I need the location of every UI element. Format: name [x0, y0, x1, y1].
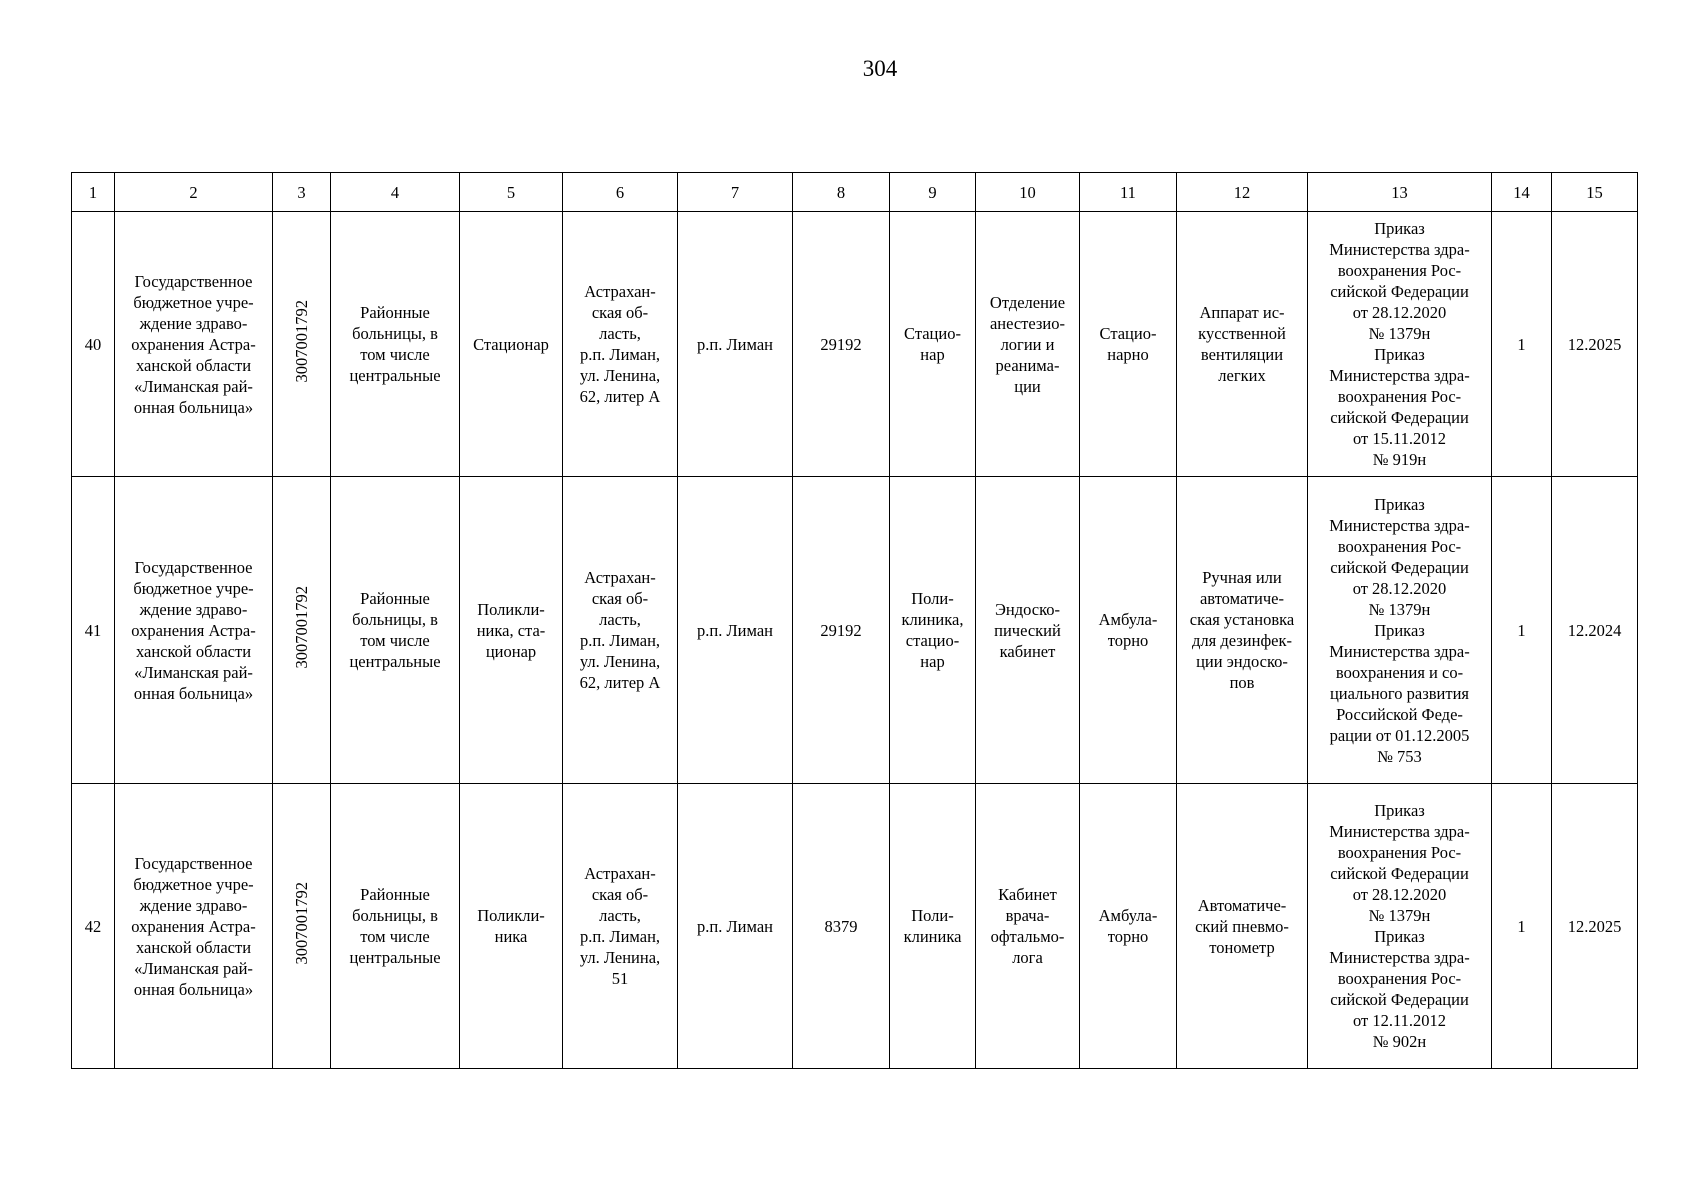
- department: Отделение анестезио- логии и реанима- ции: [976, 212, 1080, 477]
- column-header: 10: [976, 173, 1080, 212]
- organization-type: Районные больницы, в том числе центральные: [331, 477, 460, 784]
- population: 29192: [793, 212, 890, 477]
- inn-cell: [273, 477, 331, 784]
- column-header: 13: [1308, 173, 1492, 212]
- row-number: 40: [72, 212, 115, 477]
- row-number: 42: [72, 784, 115, 1069]
- equipment-name: Ручная или автоматиче- ская установка для дезинфек- ции эндоско- пов: [1177, 477, 1308, 784]
- unit-type: Поликли- ника: [460, 784, 563, 1069]
- unit-type: Поликли- ника, ста- ционар: [460, 477, 563, 784]
- inn-value: 3007001792: [292, 586, 311, 669]
- equipment-name: Автоматиче- ский пневмо- тонометр: [1177, 784, 1308, 1069]
- column-header: 6: [563, 173, 678, 212]
- column-header: 2: [115, 173, 273, 212]
- locality: р.п. Лиман: [678, 784, 793, 1069]
- due-date: 12.2025: [1552, 212, 1638, 477]
- organization-name: Государственное бюджетное учре- ждение здраво- охранения Астра- ханской области «Лиманская рай- онная больница»: [115, 477, 273, 784]
- due-date: 12.2025: [1552, 784, 1638, 1069]
- organization-type: Районные больницы, в том числе центральные: [331, 212, 460, 477]
- locality: р.п. Лиман: [678, 212, 793, 477]
- inn-value: 3007001792: [292, 882, 311, 965]
- column-header: 3: [273, 173, 331, 212]
- regulatory-orders: Приказ Министерства здра- воохранения Рос- сийской Федерации от 28.12.2020 № 1379н Приказ Министерства здра- воохранения Рос- сийской Федерации от 15.11.2012 № 919н: [1308, 212, 1492, 477]
- regulatory-orders: Приказ Министерства здра- воохранения Рос- сийской Федерации от 28.12.2020 № 1379н Приказ Министерства здра- воохранения Рос- сийской Федерации от 12.11.2012 № 902н: [1308, 784, 1492, 1069]
- column-header: 12: [1177, 173, 1308, 212]
- table-row: [72, 784, 1638, 1069]
- organization-type: Районные больницы, в том числе центральные: [331, 784, 460, 1069]
- column-header: 14: [1492, 173, 1552, 212]
- address: Астрахан- ская об- ласть, р.п. Лиман, ул. Ленина, 62, литер А: [563, 477, 678, 784]
- table-row: [72, 477, 1638, 784]
- column-header: 11: [1080, 173, 1177, 212]
- address: Астрахан- ская об- ласть, р.п. Лиман, ул. Ленина, 51: [563, 784, 678, 1069]
- department: Эндоско- пический кабинет: [976, 477, 1080, 784]
- equipment-name: Аппарат ис- кусственной вентиляции легких: [1177, 212, 1308, 477]
- quantity: 1: [1492, 784, 1552, 1069]
- address: Астрахан- ская об- ласть, р.п. Лиман, ул. Ленина, 62, литер А: [563, 212, 678, 477]
- unit-type: Стационар: [460, 212, 563, 477]
- column-header: 7: [678, 173, 793, 212]
- column-header: 8: [793, 173, 890, 212]
- quantity: 1: [1492, 477, 1552, 784]
- care-conditions: Амбула- торно: [1080, 784, 1177, 1069]
- inn-cell: [273, 784, 331, 1069]
- page-number: 304: [862, 56, 898, 81]
- row-number: 41: [72, 477, 115, 784]
- population: 8379: [793, 784, 890, 1069]
- department: Кабинет врача- офтальмо- лога: [976, 784, 1080, 1069]
- due-date: 12.2024: [1552, 477, 1638, 784]
- inn-value: 3007001792: [292, 300, 311, 383]
- table-header-row: [72, 173, 1638, 212]
- care-conditions: Амбула- торно: [1080, 477, 1177, 784]
- care-setting: Стацио- нар: [890, 212, 976, 477]
- inn-cell: [273, 212, 331, 477]
- population: 29192: [793, 477, 890, 784]
- locality: р.п. Лиман: [678, 477, 793, 784]
- column-header: 15: [1552, 173, 1638, 212]
- care-setting: Поли- клиника: [890, 784, 976, 1069]
- column-header: 5: [460, 173, 563, 212]
- quantity: 1: [1492, 212, 1552, 477]
- care-conditions: Стацио- нарно: [1080, 212, 1177, 477]
- column-header: 4: [331, 173, 460, 212]
- column-header: 1: [72, 173, 115, 212]
- care-setting: Поли- клиника, стацио- нар: [890, 477, 976, 784]
- regulatory-orders: Приказ Министерства здра- воохранения Рос- сийской Федерации от 28.12.2020 № 1379н Приказ Министерства здра- воохранения и со- циального развития Российской Феде- рации от 01.12.2005 № 753: [1308, 477, 1492, 784]
- equipment-table: [71, 172, 1638, 1069]
- organization-name: Государственное бюджетное учре- ждение здраво- охранения Астра- ханской области «Лиманская рай- онная больница»: [115, 212, 273, 477]
- column-header: 9: [890, 173, 976, 212]
- organization-name: Государственное бюджетное учре- ждение здраво- охранения Астра- ханской области «Лиманская рай- онная больница»: [115, 784, 273, 1069]
- table-row: [72, 212, 1638, 477]
